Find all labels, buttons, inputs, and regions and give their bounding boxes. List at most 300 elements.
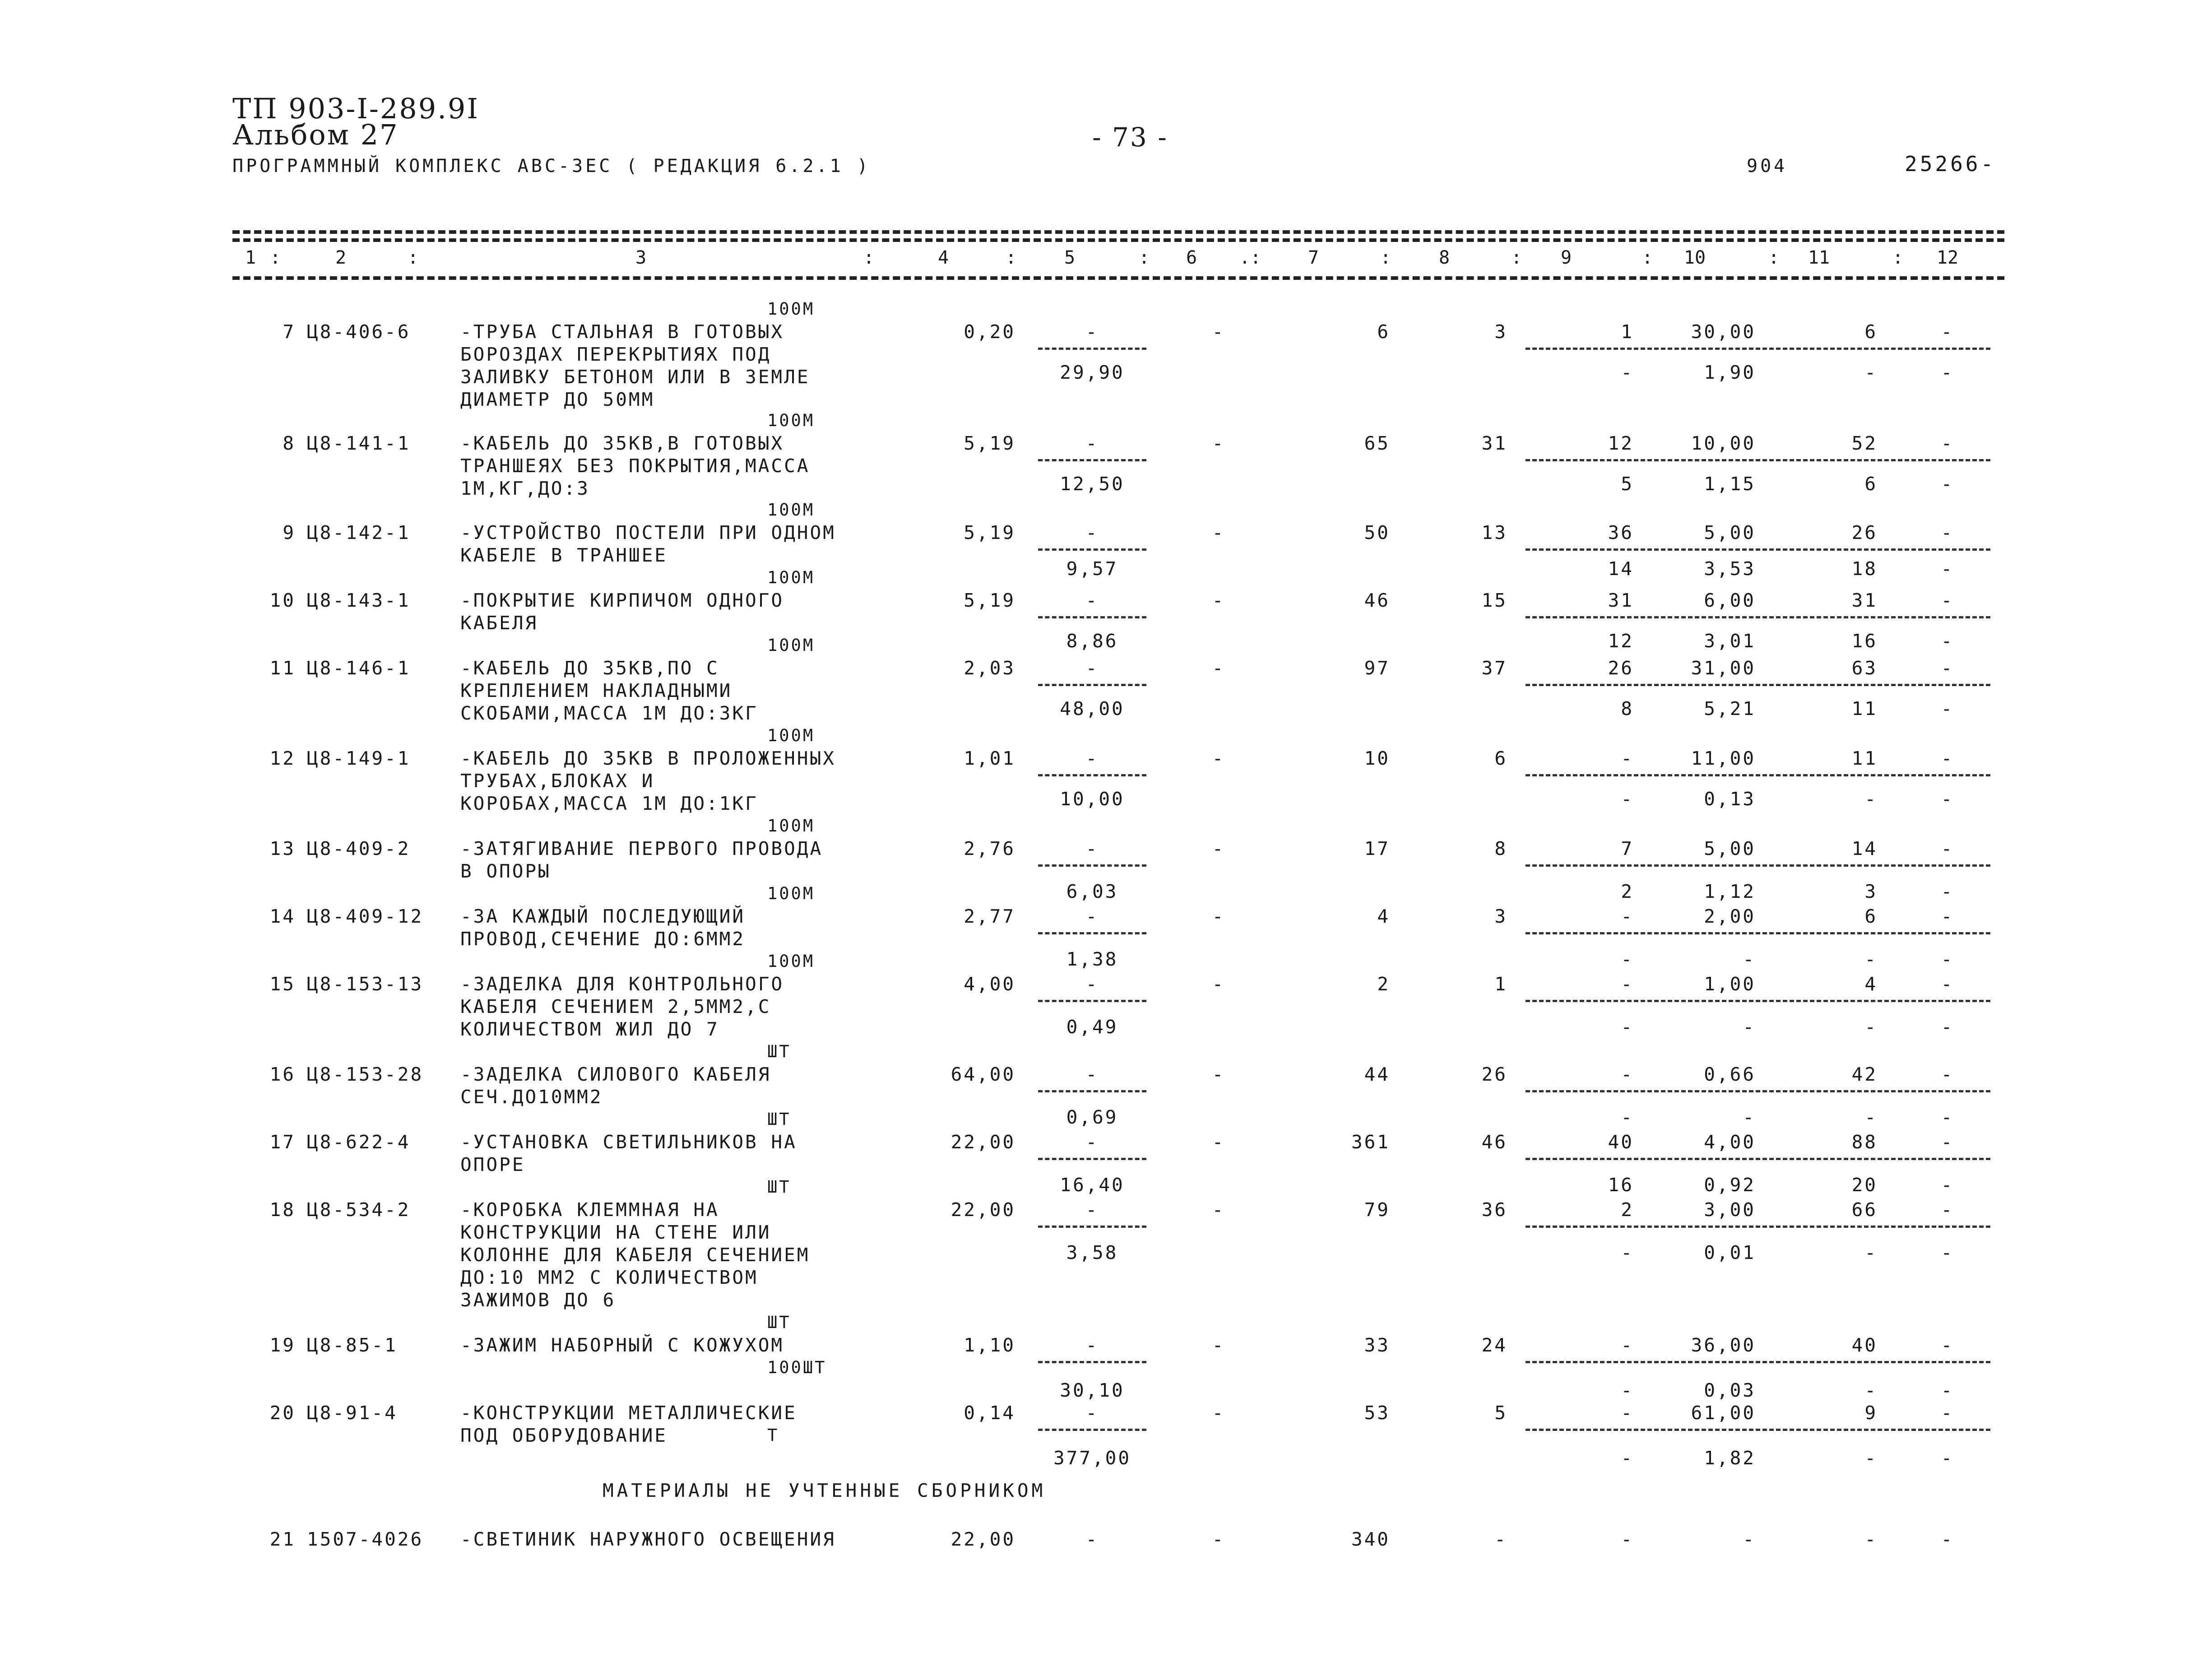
- cell-c9: -: [1621, 973, 1634, 995]
- cell-c10: 5,00: [1704, 838, 1756, 859]
- cell-c5-sub: 9,57: [1066, 558, 1118, 580]
- cell-c11: 6: [1864, 905, 1878, 927]
- cell-c5: -: [1085, 321, 1099, 343]
- cell-c5-sub: 12,50: [1060, 473, 1125, 495]
- cell-c7: 361: [1351, 1131, 1390, 1153]
- doc-id: ТП 903-I-289.9I: [232, 92, 479, 125]
- cell-c9-sub: 5: [1621, 473, 1634, 495]
- rate-code: Ц8-149-1: [307, 748, 411, 769]
- cell-c11: 4: [1864, 973, 1878, 995]
- cell-c11-sub: 3: [1864, 881, 1878, 902]
- album-label: Альбом 27: [232, 118, 399, 151]
- divider: [1526, 932, 1990, 934]
- cell-c11: 14: [1851, 838, 1878, 859]
- divider: [1038, 1226, 1146, 1228]
- unit-label: 100М: [767, 500, 815, 520]
- cell-c10: 1,00: [1704, 973, 1756, 995]
- cell-c9-sub: -: [1621, 362, 1634, 383]
- divider: [1526, 616, 1990, 618]
- cell-c12-sub: -: [1941, 1242, 1954, 1263]
- row-number: 10: [269, 590, 296, 611]
- rate-code: Ц8-141-1: [307, 432, 411, 454]
- cell-c8: 26: [1481, 1063, 1507, 1085]
- rate-code: Ц8-143-1: [307, 590, 411, 611]
- cell-c8: 37: [1481, 657, 1507, 679]
- cell-c10: 3,00: [1704, 1199, 1756, 1221]
- row-number: 18: [269, 1199, 296, 1221]
- work-name: -ЗАЖИМ НАБОРНЫЙ С КОЖУХОМ: [460, 1334, 784, 1356]
- cell-c11-sub: -: [1864, 1106, 1878, 1128]
- row-number: 7: [283, 321, 296, 343]
- cell-c11-sub: 16: [1851, 630, 1878, 652]
- cell-c9-sub: -: [1621, 1379, 1634, 1401]
- unit-label: ШТ: [767, 1042, 791, 1061]
- cell-c7: 97: [1364, 657, 1390, 679]
- cell-c11-sub: -: [1864, 1242, 1878, 1263]
- code-mid: 904: [1747, 156, 1788, 176]
- row-number: 12: [269, 748, 296, 769]
- material-c11: -: [1864, 1528, 1878, 1550]
- row-number: 13: [269, 838, 296, 859]
- cell-c10-sub: 3,53: [1704, 558, 1756, 580]
- table-top-rule: [232, 230, 2004, 234]
- cell-c8: 15: [1481, 590, 1507, 611]
- divider: [1038, 548, 1146, 551]
- cell-c11-sub: -: [1864, 788, 1878, 810]
- cell-c11: 9: [1864, 1402, 1878, 1424]
- cell-c7: 10: [1364, 748, 1390, 769]
- rate-code: Ц8-85-1: [307, 1334, 398, 1356]
- row-number: 20: [269, 1402, 296, 1424]
- cell-c8: 5: [1494, 1402, 1507, 1424]
- work-name: -ЗАДЕЛКА ДЛЯ КОНТРОЛЬНОГО КАБЕЛЯ СЕЧЕНИЕМ 2,5ММ2,С КОЛИЧЕСТВОМ ЖИЛ ДО 7: [460, 973, 784, 1040]
- cell-c7: 53: [1364, 1402, 1390, 1424]
- divider: [1038, 774, 1146, 776]
- work-name: -КОРОБКА КЛЕММНАЯ НА КОНСТРУКЦИИ НА СТЕНЕ ИЛИ КОЛОННЕ ДЛЯ КАБЕЛЯ СЕЧЕНИЕМ ДО:10 ММ2 С КОЛИЧЕСТВОМ ЗАЖИМОВ ДО 6: [460, 1199, 810, 1311]
- cell-c11: 40: [1851, 1334, 1878, 1356]
- cell-c7: 33: [1364, 1334, 1390, 1356]
- work-name: -ПОКРЫТИЕ КИРПИЧОМ ОДНОГО КАБЕЛЯ: [460, 590, 784, 634]
- cell-c10-sub: 5,21: [1704, 698, 1756, 720]
- cell-c4: 1,10: [964, 1334, 1016, 1356]
- cell-c4: 2,76: [964, 838, 1016, 859]
- column-header-12: 7: [1308, 247, 1319, 268]
- cell-c9: -: [1621, 1334, 1634, 1356]
- cell-c12-sub: -: [1941, 698, 1954, 720]
- divider: [1526, 1158, 1990, 1160]
- cell-c8: 31: [1481, 432, 1507, 454]
- cell-c7: 50: [1364, 522, 1390, 543]
- cell-c12: -: [1941, 973, 1954, 995]
- cell-c9-sub: 16: [1608, 1174, 1634, 1196]
- cell-c10-sub: -: [1743, 1016, 1756, 1038]
- row-number: 11: [269, 657, 296, 679]
- cell-c6: -: [1212, 973, 1225, 995]
- cell-c6: -: [1212, 1334, 1225, 1356]
- cell-c12-sub: -: [1941, 1379, 1954, 1401]
- column-header-6: 4: [937, 247, 949, 268]
- cell-c5: -: [1085, 657, 1099, 679]
- rate-code: Ц8-409-2: [307, 838, 411, 859]
- cell-c10: 61,00: [1691, 1402, 1756, 1424]
- column-header-11: .:: [1239, 247, 1261, 268]
- column-header-15: :: [1511, 247, 1522, 268]
- divider: [1038, 1090, 1146, 1092]
- cell-c12: -: [1941, 1402, 1954, 1424]
- cell-c5-sub: 8,86: [1066, 630, 1118, 652]
- unit-label: Т: [767, 1425, 779, 1445]
- cell-c12: -: [1941, 748, 1954, 769]
- divider: [1526, 1226, 1990, 1228]
- cell-c12: -: [1941, 1131, 1954, 1153]
- cell-c5-sub: 30,10: [1060, 1379, 1125, 1401]
- cell-c4: 0,14: [964, 1402, 1016, 1424]
- cell-c5-sub: 1,38: [1066, 948, 1118, 970]
- cell-c9: 1: [1621, 321, 1634, 343]
- unit-label: ШТ: [767, 1313, 791, 1332]
- cell-c10-sub: 0,03: [1704, 1379, 1756, 1401]
- cell-c12-sub: -: [1941, 558, 1954, 580]
- material-code: 1507-4026: [307, 1528, 424, 1550]
- unit-label: 100М: [767, 299, 815, 319]
- cell-c5: -: [1085, 973, 1099, 995]
- work-name: -КАБЕЛЬ ДО 35КВ,ПО С КРЕПЛЕНИЕМ НАКЛАДНЫМИ СКОБАМИ,МАССА 1М ДО:3КГ: [460, 657, 758, 724]
- cell-c9-sub: -: [1621, 1447, 1634, 1469]
- cell-c8: 24: [1481, 1334, 1507, 1356]
- cell-c11: 66: [1851, 1199, 1878, 1221]
- cell-c6: -: [1212, 838, 1225, 859]
- cell-c6: -: [1212, 1402, 1225, 1424]
- table-header-rule: [232, 276, 2004, 280]
- cell-c11: 31: [1851, 590, 1878, 611]
- cell-c12: -: [1941, 522, 1954, 543]
- cell-c5: -: [1085, 905, 1099, 927]
- cell-c10: 5,00: [1704, 522, 1756, 543]
- cell-c11: 11: [1851, 748, 1878, 769]
- cell-c5: -: [1085, 1131, 1099, 1153]
- work-name: -КАБЕЛЬ ДО 35КВ,В ГОТОВЫХ ТРАНШЕЯХ БЕЗ ПОКРЫТИЯ,МАССА 1М,КГ,ДО:3: [460, 432, 810, 499]
- work-name: -ЗАДЕЛКА СИЛОВОГО КАБЕЛЯ СЕЧ.ДО10ММ2: [460, 1063, 771, 1108]
- rate-code: Ц8-409-12: [307, 905, 424, 927]
- cell-c9: 26: [1608, 657, 1634, 679]
- unit-label: 100М: [767, 952, 815, 971]
- column-header-16: 9: [1560, 247, 1572, 268]
- cell-c4: 22,00: [951, 1131, 1016, 1153]
- cell-c10-sub: 1,15: [1704, 473, 1756, 495]
- unit-label: 100М: [767, 816, 815, 836]
- cell-c4: 5,19: [964, 590, 1016, 611]
- material-c7: 340: [1351, 1528, 1390, 1550]
- cell-c9: 7: [1621, 838, 1634, 859]
- cell-c5: -: [1085, 1063, 1099, 1085]
- cell-c12-sub: -: [1941, 630, 1954, 652]
- cell-c11: 52: [1851, 432, 1878, 454]
- cell-c12-sub: -: [1941, 1447, 1954, 1469]
- cell-c10: 10,00: [1691, 432, 1756, 454]
- divider: [1038, 932, 1146, 934]
- row-number: 8: [283, 432, 296, 454]
- cell-c5-sub: 48,00: [1060, 698, 1125, 720]
- cell-c10: 11,00: [1691, 748, 1756, 769]
- material-name: -СВЕТИНИК НАРУЖНОГО ОСВЕЩЕНИЯ: [460, 1528, 836, 1550]
- rate-code: Ц8-91-4: [307, 1402, 398, 1424]
- work-name: -ЗА КАЖДЫЙ ПОСЛЕДУЮЩИЙ ПРОВОД,СЕЧЕНИЕ ДО:6ММ2: [460, 905, 746, 950]
- cell-c5-sub: 377,00: [1053, 1447, 1132, 1469]
- cell-c10: 6,00: [1704, 590, 1756, 611]
- cell-c9: 12: [1608, 432, 1634, 454]
- column-header-8: 5: [1064, 247, 1076, 268]
- cell-c11-sub: 6: [1864, 473, 1878, 495]
- cell-c10: 0,66: [1704, 1063, 1756, 1085]
- divider: [1526, 684, 1990, 686]
- cell-c4: 2,77: [964, 905, 1016, 927]
- divider: [1038, 1361, 1146, 1363]
- cell-c9-sub: 8: [1621, 698, 1634, 720]
- cell-c9: 31: [1608, 590, 1634, 611]
- cell-c12: -: [1941, 432, 1954, 454]
- divider: [1038, 459, 1146, 461]
- cell-c12-sub: -: [1941, 362, 1954, 383]
- cell-c8: 8: [1494, 838, 1507, 859]
- unit-label: ШТ: [767, 1177, 791, 1197]
- cell-c9-sub: 14: [1608, 558, 1634, 580]
- cell-c6: -: [1212, 590, 1225, 611]
- column-header-1: :: [269, 247, 281, 268]
- row-number: 15: [269, 973, 296, 995]
- cell-c10: 30,00: [1691, 321, 1756, 343]
- cell-c10-sub: 1,90: [1704, 362, 1756, 383]
- cell-c8: 13: [1481, 522, 1507, 543]
- cell-c11: 63: [1851, 657, 1878, 679]
- cell-c11-sub: -: [1864, 362, 1878, 383]
- cell-c11-sub: -: [1864, 1379, 1878, 1401]
- divider: [1526, 864, 1990, 867]
- cell-c11-sub: -: [1864, 948, 1878, 970]
- cell-c9: 36: [1608, 522, 1634, 543]
- material-c5: -: [1085, 1528, 1099, 1550]
- cell-c7: 17: [1364, 838, 1390, 859]
- cell-c12-sub: -: [1941, 788, 1954, 810]
- rate-code: Ц8-153-13: [307, 973, 424, 995]
- cell-c11-sub: -: [1864, 1447, 1878, 1469]
- cell-c6: -: [1212, 432, 1225, 454]
- unit-label: 100М: [767, 411, 815, 430]
- cell-c7: 65: [1364, 432, 1390, 454]
- unit-label: 100М: [767, 726, 815, 745]
- cell-c7: 44: [1364, 1063, 1390, 1085]
- column-header-17: :: [1642, 247, 1653, 268]
- cell-c4: 22,00: [951, 1199, 1016, 1221]
- cell-c12: -: [1941, 657, 1954, 679]
- rate-code: Ц8-153-28: [307, 1063, 424, 1085]
- cell-c9-sub: -: [1621, 788, 1634, 810]
- cell-c12: -: [1941, 321, 1954, 343]
- cell-c6: -: [1212, 657, 1225, 679]
- cell-c9-sub: -: [1621, 1242, 1634, 1263]
- section-title: МАТЕРИАЛЫ НЕ УЧТЕННЫЕ СБОРНИКОМ: [603, 1480, 1046, 1501]
- cell-c4: 4,00: [964, 973, 1016, 995]
- cell-c10: 4,00: [1704, 1131, 1756, 1153]
- cell-c11: 42: [1851, 1063, 1878, 1085]
- cell-c9: -: [1621, 748, 1634, 769]
- cell-c6: -: [1212, 905, 1225, 927]
- cell-c5-sub: 3,58: [1066, 1242, 1118, 1263]
- work-name: -УСТРОЙСТВО ПОСТЕЛИ ПРИ ОДНОМ КАБЕЛЕ В ТРАНШЕЕ: [460, 522, 836, 566]
- cell-c12: -: [1941, 1199, 1954, 1221]
- cell-c7: 6: [1377, 321, 1390, 343]
- unit-label: ШТ: [767, 1110, 791, 1129]
- cell-c4: 2,03: [964, 657, 1016, 679]
- cell-c7: 4: [1377, 905, 1390, 927]
- cell-c5-sub: 0,69: [1066, 1106, 1118, 1128]
- divider: [1038, 684, 1146, 686]
- cell-c11-sub: 20: [1851, 1174, 1878, 1196]
- divider: [1526, 348, 1990, 350]
- program-title: ПРОГРАММНЫЙ КОМПЛЕКС АВС-3ЕС ( РЕДАКЦИЯ 6.2.1 ): [232, 156, 871, 176]
- cell-c10-sub: 1,82: [1704, 1447, 1756, 1469]
- cell-c10-sub: 1,12: [1704, 881, 1756, 902]
- cell-c8: 6: [1494, 748, 1507, 769]
- cell-c4: 5,19: [964, 522, 1016, 543]
- cell-c10-sub: 0,13: [1704, 788, 1756, 810]
- work-name: -ТРУБА СТАЛЬНАЯ В ГОТОВЫХ БОРОЗДАХ ПЕРЕКРЫТИЯХ ПОД ЗАЛИВКУ БЕТОНОМ ИЛИ В ЗЕМЛЕ ДИАМЕТР ДО 50ММ: [460, 321, 810, 410]
- divider: [1038, 348, 1146, 350]
- column-header-4: 3: [635, 247, 647, 268]
- divider: [1038, 1429, 1146, 1431]
- cell-c4: 64,00: [951, 1063, 1016, 1085]
- divider: [1038, 864, 1146, 867]
- page-number: - 73 -: [1092, 122, 1168, 153]
- cell-c8: 1: [1494, 973, 1507, 995]
- cell-c5: -: [1085, 590, 1099, 611]
- cell-c10-sub: -: [1743, 1106, 1756, 1128]
- cell-c7: 79: [1364, 1199, 1390, 1221]
- cell-c12-sub: -: [1941, 881, 1954, 902]
- divider: [1526, 548, 1990, 551]
- divider: [1038, 1158, 1146, 1160]
- cell-c11: 26: [1851, 522, 1878, 543]
- cell-c12-sub: -: [1941, 473, 1954, 495]
- divider: [1526, 1429, 1990, 1431]
- cell-c4: 0,20: [964, 321, 1016, 343]
- cell-c10: 2,00: [1704, 905, 1756, 927]
- divider: [1038, 616, 1146, 618]
- table-top-rule-2: [232, 238, 2004, 242]
- cell-c9: 40: [1608, 1131, 1634, 1153]
- cell-c5: -: [1085, 748, 1099, 769]
- cell-c5: -: [1085, 1199, 1099, 1221]
- cell-c12-sub: -: [1941, 948, 1954, 970]
- material-c8: -: [1494, 1528, 1507, 1550]
- cell-c5: -: [1085, 1402, 1099, 1424]
- unit-label: 100М: [767, 568, 815, 587]
- cell-c9-sub: -: [1621, 1106, 1634, 1128]
- cell-c12-sub: -: [1941, 1106, 1954, 1128]
- cell-c10: 31,00: [1691, 657, 1756, 679]
- column-header-5: :: [863, 247, 875, 268]
- column-header-21: :: [1892, 247, 1904, 268]
- code-right: 25266-: [1905, 152, 1996, 176]
- cell-c8: 3: [1494, 321, 1507, 343]
- cell-c12: -: [1941, 590, 1954, 611]
- row-number: 17: [269, 1131, 296, 1153]
- column-header-3: :: [407, 247, 419, 268]
- column-header-18: 10: [1683, 247, 1706, 268]
- cell-c12-sub: -: [1941, 1174, 1954, 1196]
- cell-c8: 36: [1481, 1199, 1507, 1221]
- work-name: -ЗАТЯГИВАНИЕ ПЕРВОГО ПРОВОДА В ОПОРЫ: [460, 838, 823, 882]
- material-c12: -: [1941, 1528, 1954, 1550]
- column-header-10: 6: [1186, 247, 1197, 268]
- unit-label: 100ШТ: [767, 1358, 827, 1377]
- cell-c9-sub: 12: [1608, 630, 1634, 652]
- work-name: -УСТАНОВКА СВЕТИЛЬНИКОВ НА ОПОРЕ: [460, 1131, 797, 1175]
- cell-c10-sub: 3,01: [1704, 630, 1756, 652]
- cell-c11: 88: [1851, 1131, 1878, 1153]
- column-header-19: :: [1768, 247, 1780, 268]
- cell-c11-sub: -: [1864, 1016, 1878, 1038]
- cell-c5-sub: 16,40: [1060, 1174, 1125, 1196]
- cell-c6: -: [1212, 522, 1225, 543]
- cell-c12: -: [1941, 1063, 1954, 1085]
- column-header-13: :: [1380, 247, 1391, 268]
- rate-code: Ц8-534-2: [307, 1199, 411, 1221]
- cell-c9-sub: -: [1621, 1016, 1634, 1038]
- cell-c5: -: [1085, 838, 1099, 859]
- cell-c6: -: [1212, 1199, 1225, 1221]
- cell-c5-sub: 10,00: [1060, 788, 1125, 810]
- rate-code: Ц8-406-6: [307, 321, 411, 343]
- column-header-22: 12: [1936, 247, 1959, 268]
- row-number: 19: [269, 1334, 296, 1356]
- cell-c9: 2: [1621, 1199, 1634, 1221]
- cell-c9-sub: 2: [1621, 881, 1634, 902]
- row-number: 9: [283, 522, 296, 543]
- cell-c5: -: [1085, 432, 1099, 454]
- row-number: 16: [269, 1063, 296, 1085]
- column-header-9: :: [1138, 247, 1150, 268]
- column-header: [232, 247, 2004, 270]
- cell-c7: 2: [1377, 973, 1390, 995]
- cell-c12: -: [1941, 905, 1954, 927]
- cell-c8: 46: [1481, 1131, 1507, 1153]
- cell-c5: -: [1085, 522, 1099, 543]
- cell-c9-sub: -: [1621, 948, 1634, 970]
- rate-code: Ц8-146-1: [307, 657, 411, 679]
- cell-c10-sub: -: [1743, 948, 1756, 970]
- work-name: -КОНСТРУКЦИИ МЕТАЛЛИЧЕСКИЕ ПОД ОБОРУДОВАНИЕ: [460, 1402, 797, 1446]
- divider: [1526, 1000, 1990, 1002]
- cell-c9: -: [1621, 905, 1634, 927]
- cell-c4: 1,01: [964, 748, 1016, 769]
- cell-c7: 46: [1364, 590, 1390, 611]
- divider: [1526, 1090, 1990, 1092]
- divider: [1526, 1361, 1990, 1363]
- cell-c4: 5,19: [964, 432, 1016, 454]
- material-c4: 22,00: [951, 1528, 1016, 1550]
- cell-c5-sub: 0,49: [1066, 1016, 1118, 1038]
- cell-c6: -: [1212, 321, 1225, 343]
- unit-label: 100М: [767, 636, 815, 655]
- cell-c5-sub: 6,03: [1066, 881, 1118, 902]
- column-header-2: 2: [335, 247, 347, 268]
- column-header-14: 8: [1438, 247, 1450, 268]
- column-header-7: :: [1005, 247, 1017, 268]
- column-header-0: 1: [245, 247, 256, 268]
- material-c9: -: [1621, 1528, 1634, 1550]
- cell-c12: -: [1941, 1334, 1954, 1356]
- cell-c8: 3: [1494, 905, 1507, 927]
